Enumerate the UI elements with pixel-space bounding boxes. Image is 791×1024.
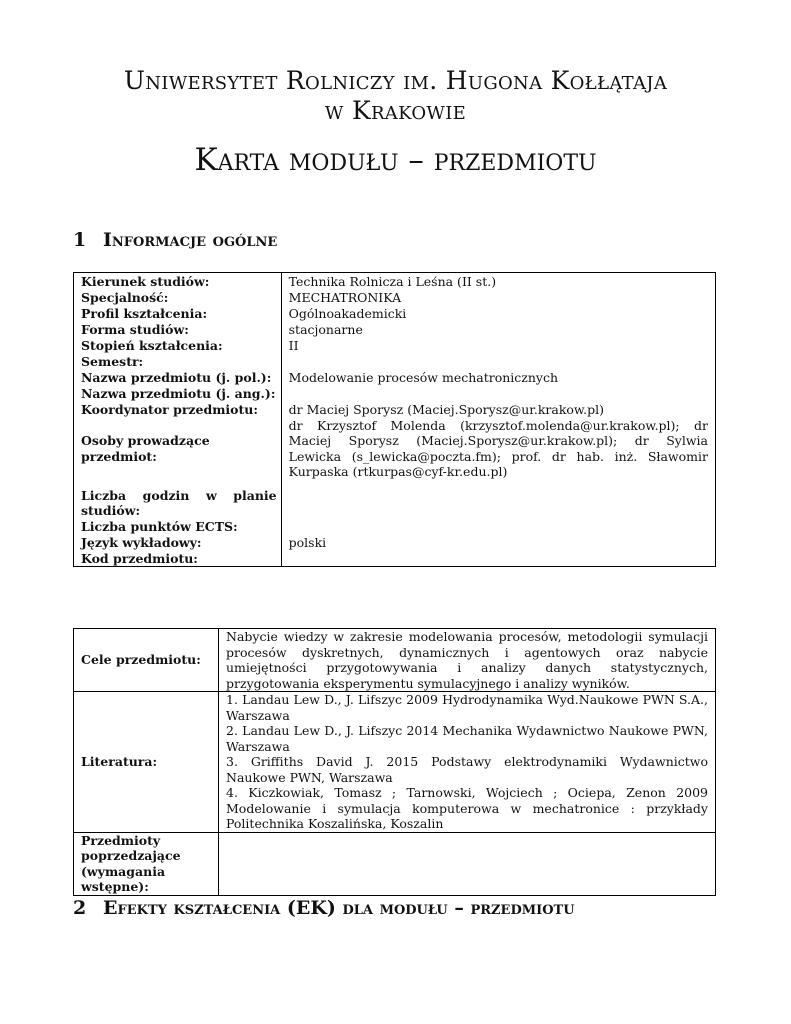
prerequisites-value xyxy=(219,832,716,895)
section-title: Efekty kształcenia (EK) dla modułu – przedmiotu xyxy=(103,897,575,919)
row-label: Specjalność: xyxy=(74,290,282,306)
row-value: Technika Rolnicza i Leśna (II st.) xyxy=(288,274,497,289)
table-row xyxy=(74,290,716,306)
row-value: Ogólnoakademicki xyxy=(288,305,407,321)
row-value: MECHATRONIKA xyxy=(288,289,402,305)
row-label: Język wykładowy: xyxy=(74,535,282,551)
goals-label: Cele przedmiotu: xyxy=(74,629,219,692)
table-row xyxy=(74,551,716,567)
table-row xyxy=(74,418,716,480)
table-row xyxy=(74,535,716,551)
table-row xyxy=(74,338,716,354)
table-row xyxy=(74,692,716,833)
document-title: Karta modułu – przedmiotu xyxy=(194,142,597,178)
section-heading-learning-outcomes xyxy=(73,896,575,920)
row-label: Profil kształcenia: xyxy=(74,306,282,322)
table-row xyxy=(74,480,716,519)
row-value: Modelowanie procesów mechatronicznych xyxy=(288,369,559,385)
row-label: Stopień kształcenia: xyxy=(74,338,282,354)
goals-text: Nabycie wiedzy w zakresie modelowania procesów, metodologii symulacji procesów dyskretnych, dynamicznych i agentowych oraz nabycie umiejętności przygotowywania i analizy danych statystycznych, przygotowania eksperymentu symulacyjnego i analizy wyników. xyxy=(219,629,716,692)
row-label: Nazwa przedmiotu (j. ang.): xyxy=(74,386,282,402)
literature-item: 2. Landau Lew D., J. Lifszyc 2014 Mechanika Wydawnictwo Naukowe PWN, Warszawa xyxy=(226,723,708,754)
table-row xyxy=(74,402,716,418)
section-title: Informacje ogólne xyxy=(103,229,278,251)
general-info-table xyxy=(73,272,716,567)
university-header xyxy=(0,66,791,126)
row-value xyxy=(281,386,715,402)
table-row xyxy=(74,322,716,338)
row-label: Liczba punktów ECTS: xyxy=(74,519,282,535)
row-label: Semestr: xyxy=(74,354,282,370)
row-label: Forma studiów: xyxy=(74,322,282,338)
row-value xyxy=(281,519,715,535)
row-label: Osoby prowadzące przedmiot: xyxy=(74,418,282,480)
literature-item: 3. Griffiths David J. 2015 Podstawy elektrodynamiki Wydawnictwo Naukowe PWN, Warszawa xyxy=(226,754,708,785)
course-goals-table xyxy=(73,628,716,896)
table-row xyxy=(74,629,716,692)
table-row xyxy=(74,370,716,386)
row-value: dr Krzysztof Molenda (krzysztof.molenda@ur.krakow.pl); dr Maciej Sporysz (Maciej.Sporysz@ur.krakow.pl); dr Sylwia Lewicka (s_lewicka@poczta.fm); prof. dr hab. inż. Sławomir Kurpaska (rtkurpas@cyf-kr.edu.pl) xyxy=(288,417,708,479)
row-value: II xyxy=(288,337,299,353)
row-label: Nazwa przedmiotu (j. pol.): xyxy=(74,370,282,386)
section-number: 2 xyxy=(73,897,87,919)
row-label: Liczba godzin w planie studiów: xyxy=(74,480,282,519)
table-row xyxy=(74,273,716,290)
table-row xyxy=(74,354,716,370)
literature-item: 4. Kiczkowiak, Tomasz ; Tarnowski, Wojciech ; Ociepa, Zenon 2009 Modelowanie i symulacja komputerowa w mechatronice : przykłady Politechnika Koszalińska, Koszalin xyxy=(226,785,708,831)
row-label: Kierunek studiów: xyxy=(74,273,282,290)
row-value xyxy=(281,354,715,370)
row-label: Koordynator przedmiotu: xyxy=(74,402,282,418)
university-city: w Krakowie xyxy=(324,96,467,125)
section-number: 1 xyxy=(73,229,87,251)
literature-label: Literatura: xyxy=(74,692,219,833)
prerequisites-label: Przedmioty poprzedzające (wymagania wstępne): xyxy=(74,832,219,895)
row-value xyxy=(281,551,715,567)
row-value: stacjonarne xyxy=(288,321,363,337)
table-row xyxy=(74,519,716,535)
row-value: dr Maciej Sporysz (Maciej.Sporysz@ur.krakow.pl) xyxy=(288,401,604,417)
row-value xyxy=(281,480,715,519)
literature-list xyxy=(219,692,716,833)
university-name: Uniwersytet Rolniczy im. Hugona Kołłątaja xyxy=(123,66,668,95)
table-row xyxy=(74,386,716,402)
table-row xyxy=(74,832,716,895)
row-value: polski xyxy=(288,534,327,550)
row-label: Kod przedmiotu: xyxy=(74,551,282,567)
section-heading-general-info xyxy=(73,228,277,252)
table-row xyxy=(74,306,716,322)
literature-item: 1. Landau Lew D., J. Lifszyc 2009 Hydrodynamika Wyd.Naukowe PWN S.A., Warszawa xyxy=(226,692,708,723)
